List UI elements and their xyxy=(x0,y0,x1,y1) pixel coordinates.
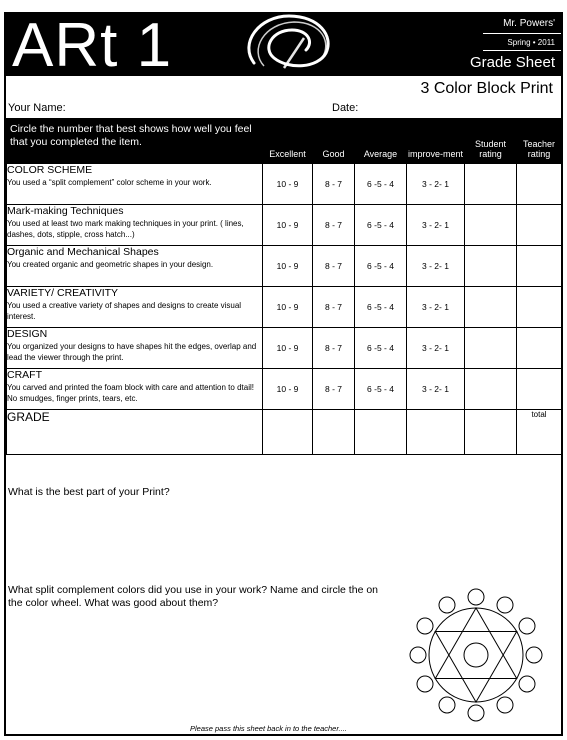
score-option[interactable]: 10 - 9 xyxy=(263,369,313,410)
header-divider xyxy=(483,50,561,51)
criterion-desc: You carved and printed the foam block with care and attention to dtail! No smudges, finger prints, tears, etc. xyxy=(7,383,254,403)
column-header: Teacher rating xyxy=(517,119,562,164)
project-title: 3 Color Block Print xyxy=(420,80,553,97)
table-row xyxy=(7,287,562,328)
student-rating-cell[interactable] xyxy=(465,287,517,328)
criterion-cell xyxy=(7,369,263,410)
score-option[interactable]: 3 - 2- 1 xyxy=(407,164,465,205)
student-rating-cell[interactable] xyxy=(465,369,517,410)
teacher-rating-cell[interactable] xyxy=(517,205,562,246)
teacher-rating-cell[interactable] xyxy=(517,164,562,205)
brush-swirl-icon xyxy=(234,8,344,78)
score-option[interactable]: 10 - 9 xyxy=(263,287,313,328)
score-option[interactable]: 8 - 7 xyxy=(313,246,355,287)
score-option[interactable]: 6 -5 - 4 xyxy=(355,328,407,369)
grade-cell[interactable] xyxy=(465,410,517,455)
score-option[interactable]: 8 - 7 xyxy=(313,328,355,369)
student-rating-cell[interactable] xyxy=(465,328,517,369)
score-option[interactable]: 8 - 7 xyxy=(313,205,355,246)
teacher-rating-cell[interactable] xyxy=(517,246,562,287)
score-option[interactable]: 3 - 2- 1 xyxy=(407,328,465,369)
footer-note: Please pass this sheet back in to the teacher.... xyxy=(190,724,347,733)
table-header-row xyxy=(7,119,562,164)
rubric-table xyxy=(6,118,562,455)
grade-row xyxy=(7,410,562,455)
table-row xyxy=(7,369,562,410)
grade-sheet xyxy=(4,12,563,736)
score-option[interactable]: 3 - 2- 1 xyxy=(407,246,465,287)
grade-cell xyxy=(263,410,313,455)
teacher-rating-cell[interactable] xyxy=(517,328,562,369)
logo: ARt 1 xyxy=(12,11,173,80)
criterion-cell xyxy=(7,164,263,205)
table-row xyxy=(7,328,562,369)
score-option[interactable]: 10 - 9 xyxy=(263,164,313,205)
teacher-name: Mr. Powers' xyxy=(503,18,555,29)
criterion-cell xyxy=(7,287,263,328)
criterion-cell xyxy=(7,328,263,369)
grade-cell xyxy=(407,410,465,455)
header-divider xyxy=(483,33,561,34)
grade-label: GRADE xyxy=(7,410,263,455)
criterion-title: Organic and Mechanical Shapes xyxy=(7,246,159,258)
total-cell[interactable]: total xyxy=(517,410,562,455)
score-option[interactable]: 3 - 2- 1 xyxy=(407,369,465,410)
instruction-text: Circle the number that best shows how well you feel that you completed the item. xyxy=(7,119,263,164)
teacher-rating-cell[interactable] xyxy=(517,287,562,328)
score-option[interactable]: 8 - 7 xyxy=(313,287,355,328)
score-option[interactable]: 8 - 7 xyxy=(313,369,355,410)
score-option[interactable]: 6 -5 - 4 xyxy=(355,246,407,287)
student-rating-cell[interactable] xyxy=(465,164,517,205)
criterion-desc: You created organic and geometric shapes in your design. xyxy=(7,260,214,269)
student-rating-cell[interactable] xyxy=(465,205,517,246)
score-option[interactable]: 6 -5 - 4 xyxy=(355,287,407,328)
criterion-desc: You used at least two mark making techniques in your print. ( lines, dashes, dots, stipple, cross hatch...) xyxy=(7,219,244,239)
table-row xyxy=(7,205,562,246)
score-option[interactable]: 3 - 2- 1 xyxy=(407,205,465,246)
score-option[interactable]: 8 - 7 xyxy=(313,164,355,205)
term-label: Spring • 2011 xyxy=(507,38,555,47)
column-header: Good xyxy=(313,119,355,164)
column-header: improve-ment xyxy=(407,119,465,164)
criterion-title: CRAFT xyxy=(7,369,42,381)
date-label[interactable]: Date: xyxy=(332,102,359,114)
score-option[interactable]: 10 - 9 xyxy=(263,328,313,369)
criterion-desc: You used a “split complement” color scheme in your work. xyxy=(7,178,212,187)
table-row xyxy=(7,246,562,287)
score-option[interactable]: 6 -5 - 4 xyxy=(355,164,407,205)
criterion-cell xyxy=(7,246,263,287)
criterion-title: Mark-making Techniques xyxy=(7,205,124,217)
criterion-desc: You organized your designs to have shapes hit the edges, overlap and lead the viewer through the print. xyxy=(7,342,257,362)
score-option[interactable]: 10 - 9 xyxy=(263,205,313,246)
criterion-title: COLOR SCHEME xyxy=(7,164,93,176)
score-option[interactable]: 6 -5 - 4 xyxy=(355,205,407,246)
column-header: Student rating xyxy=(465,119,517,164)
teacher-rating-cell[interactable] xyxy=(517,369,562,410)
criterion-cell xyxy=(7,205,263,246)
criterion-desc: You used a creative variety of shapes and designs to create visual interest. xyxy=(7,301,242,321)
column-header: Average xyxy=(355,119,407,164)
score-option[interactable]: 10 - 9 xyxy=(263,246,313,287)
header-banner xyxy=(6,11,561,80)
column-header: Excellent xyxy=(263,119,313,164)
student-rating-cell[interactable] xyxy=(465,246,517,287)
table-row xyxy=(7,164,562,205)
score-option[interactable]: 3 - 2- 1 xyxy=(407,287,465,328)
sheet-title: Grade Sheet xyxy=(469,54,555,71)
score-option[interactable]: 6 -5 - 4 xyxy=(355,369,407,410)
criterion-title: VARIETY/ CREATIVITY xyxy=(7,287,119,299)
question-best-part: What is the best part of your Print? xyxy=(8,486,170,498)
question-split-complement: What split complement colors did you use in your work? Name and circle the on the color wheel. What was good about them? xyxy=(8,584,379,609)
grade-cell xyxy=(313,410,355,455)
criterion-title: DESIGN xyxy=(7,328,48,340)
color-wheel-icon[interactable] xyxy=(392,588,558,724)
grade-cell xyxy=(355,410,407,455)
name-label[interactable]: Your Name: xyxy=(8,102,66,114)
